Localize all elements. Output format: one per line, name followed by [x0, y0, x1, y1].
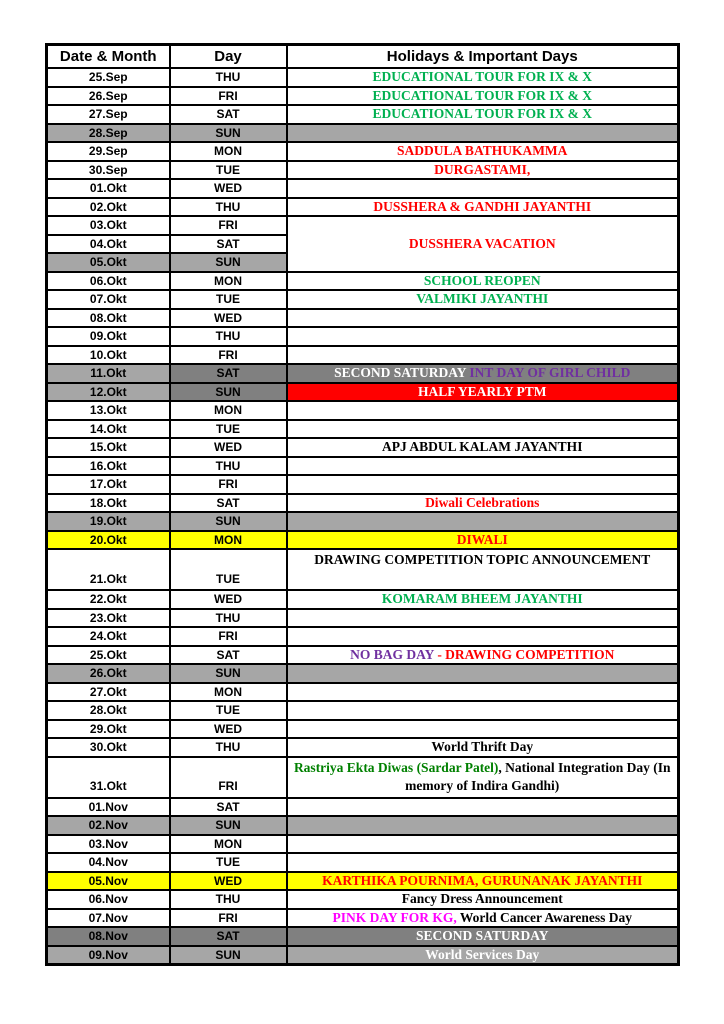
holiday-text: HALF YEARLY PTM — [417, 383, 547, 399]
holiday-cell — [287, 549, 679, 590]
table-row — [47, 701, 679, 720]
holiday-cell — [287, 364, 679, 383]
day-cell: TUE — [170, 549, 287, 590]
holiday-cell — [287, 627, 679, 646]
date-cell: 03.Nov — [47, 835, 170, 854]
table-row — [47, 179, 679, 198]
holiday-cell — [287, 890, 679, 909]
holiday-cell — [287, 835, 679, 854]
table-row — [47, 87, 679, 106]
day-cell: THU — [170, 327, 287, 346]
date-cell: 03.Okt — [47, 216, 170, 235]
table-row — [47, 927, 679, 946]
table-row — [47, 142, 679, 161]
holiday-cell — [287, 290, 679, 309]
table-row — [47, 531, 679, 550]
calendar-table — [45, 43, 680, 966]
table-row — [47, 494, 679, 513]
table-row — [47, 853, 679, 872]
holiday-text: World Cancer Awareness Day — [456, 909, 632, 925]
day-cell: WED — [170, 179, 287, 198]
table-row — [47, 401, 679, 420]
date-cell: 17.Okt — [47, 475, 170, 494]
table-row — [47, 816, 679, 835]
holiday-cell — [287, 105, 679, 124]
table-row — [47, 124, 679, 143]
table-row — [47, 720, 679, 739]
date-cell: 21.Okt — [47, 549, 170, 590]
table-row — [47, 68, 679, 87]
table-row — [47, 909, 679, 928]
table-row — [47, 475, 679, 494]
holiday-text: EDUCATIONAL TOUR FOR IX & X — [372, 87, 592, 103]
day-cell: WED — [170, 309, 287, 328]
date-cell: 26.Sep — [47, 87, 170, 106]
day-cell: TUE — [170, 290, 287, 309]
holiday-cell — [287, 757, 679, 798]
day-cell: SUN — [170, 383, 287, 402]
day-cell: WED — [170, 590, 287, 609]
date-cell: 16.Okt — [47, 457, 170, 476]
holiday-text: SCHOOL REOPEN — [423, 272, 541, 288]
table-row — [47, 627, 679, 646]
holiday-text: Fancy Dress Announcement — [401, 891, 563, 906]
date-cell: 20.Okt — [47, 531, 170, 550]
date-cell: 28.Sep — [47, 124, 170, 143]
date-cell: 25.Okt — [47, 646, 170, 665]
holiday-text: , National Integration Day (In memory of Indira Gandhi) — [405, 759, 671, 793]
holiday-text: DUSSHERA VACATION — [408, 235, 556, 251]
date-cell: 04.Nov — [47, 853, 170, 872]
date-cell: 24.Okt — [47, 627, 170, 646]
header-day: Day — [170, 45, 287, 69]
day-cell: WED — [170, 438, 287, 457]
holiday-cell — [287, 531, 679, 550]
holiday-cell — [287, 590, 679, 609]
day-cell: THU — [170, 738, 287, 757]
table-row — [47, 835, 679, 854]
day-cell: TUE — [170, 161, 287, 180]
day-cell: SAT — [170, 235, 287, 254]
holiday-text: KOMARAM BHEEM JAYANTHI — [381, 591, 583, 606]
day-cell: TUE — [170, 853, 287, 872]
day-cell: TUE — [170, 420, 287, 439]
table-row — [47, 346, 679, 365]
holiday-cell — [287, 798, 679, 817]
date-cell: 28.Okt — [47, 701, 170, 720]
day-cell: THU — [170, 68, 287, 87]
table-row — [47, 646, 679, 665]
holiday-cell — [287, 68, 679, 87]
holiday-cell — [287, 383, 679, 402]
table-row — [47, 664, 679, 683]
date-cell: 29.Sep — [47, 142, 170, 161]
day-cell: THU — [170, 890, 287, 909]
table-row — [47, 383, 679, 402]
holiday-text: World Services Day — [425, 946, 540, 962]
header-date-month: Date & Month — [47, 45, 170, 69]
holiday-text: INT DAY OF GIRL CHILD — [469, 365, 631, 380]
table-row — [47, 609, 679, 628]
holiday-cell — [287, 872, 679, 891]
table-row — [47, 457, 679, 476]
date-cell: 27.Okt — [47, 683, 170, 702]
holiday-cell — [287, 216, 679, 272]
day-cell: MON — [170, 272, 287, 291]
date-cell: 14.Okt — [47, 420, 170, 439]
holiday-text: DUSSHERA & GANDHI JAYANTHI — [373, 198, 592, 214]
day-cell: SAT — [170, 105, 287, 124]
day-cell: THU — [170, 457, 287, 476]
holiday-cell — [287, 438, 679, 457]
holiday-cell — [287, 646, 679, 665]
day-cell: WED — [170, 720, 287, 739]
day-cell: SUN — [170, 253, 287, 272]
holiday-text: Diwali Celebrations — [425, 494, 540, 510]
day-cell: THU — [170, 609, 287, 628]
date-cell: 01.Okt — [47, 179, 170, 198]
table-row — [47, 290, 679, 309]
holiday-text: EDUCATIONAL TOUR FOR IX & X — [372, 69, 592, 84]
holiday-cell — [287, 683, 679, 702]
day-cell: MON — [170, 142, 287, 161]
holiday-cell — [287, 609, 679, 628]
date-cell: 18.Okt — [47, 494, 170, 513]
table-row — [47, 161, 679, 180]
day-cell: FRI — [170, 757, 287, 798]
holiday-cell — [287, 720, 679, 739]
table-row — [47, 105, 679, 124]
table-row — [47, 438, 679, 457]
holiday-cell — [287, 87, 679, 106]
day-cell: SUN — [170, 512, 287, 531]
holiday-text: SADDULA BATHUKAMMA — [397, 143, 568, 158]
date-cell: 23.Okt — [47, 609, 170, 628]
day-cell: SUN — [170, 816, 287, 835]
calendar-table-body — [47, 68, 679, 965]
day-cell: SAT — [170, 646, 287, 665]
holiday-cell — [287, 198, 679, 217]
day-cell: MON — [170, 835, 287, 854]
holiday-cell — [287, 420, 679, 439]
date-cell: 08.Nov — [47, 927, 170, 946]
date-cell: 06.Nov — [47, 890, 170, 909]
day-cell: MON — [170, 531, 287, 550]
day-cell: SAT — [170, 364, 287, 383]
holiday-text: SECOND SATURDAY — [334, 365, 470, 380]
table-row — [47, 798, 679, 817]
day-cell: FRI — [170, 627, 287, 646]
holiday-cell — [287, 475, 679, 494]
holiday-text: - DRAWING COMPETITION — [433, 646, 615, 662]
date-cell: 31.Okt — [47, 757, 170, 798]
day-cell: SUN — [170, 946, 287, 965]
day-cell: FRI — [170, 87, 287, 106]
holiday-text: EDUCATIONAL TOUR FOR IX & X — [372, 106, 592, 121]
date-cell: 02.Nov — [47, 816, 170, 835]
day-cell: FRI — [170, 909, 287, 928]
date-cell: 02.Okt — [47, 198, 170, 217]
table-row — [47, 420, 679, 439]
date-cell: 07.Nov — [47, 909, 170, 928]
holiday-cell — [287, 738, 679, 757]
date-cell: 30.Okt — [47, 738, 170, 757]
day-cell: MON — [170, 683, 287, 702]
date-cell: 04.Okt — [47, 235, 170, 254]
holiday-text: Rastriya Ekta Diwas (Sardar Patel) — [293, 759, 499, 775]
holiday-cell — [287, 346, 679, 365]
date-cell: 09.Okt — [47, 327, 170, 346]
date-cell: 10.Okt — [47, 346, 170, 365]
holiday-text: World Thrift Day — [431, 739, 534, 754]
day-cell: SAT — [170, 927, 287, 946]
holiday-text: KARTHIKA POURNIMA, GURUNANAK JAYANTHI — [322, 872, 643, 888]
holiday-cell — [287, 494, 679, 513]
holiday-cell — [287, 909, 679, 928]
holiday-cell — [287, 927, 679, 946]
holiday-cell — [287, 816, 679, 835]
table-row — [47, 549, 679, 590]
date-cell: 29.Okt — [47, 720, 170, 739]
table-row — [47, 872, 679, 891]
day-cell: FRI — [170, 475, 287, 494]
day-cell: FRI — [170, 346, 287, 365]
date-cell: 15.Okt — [47, 438, 170, 457]
holiday-text: NO BAG DAY — [350, 646, 434, 662]
holiday-cell — [287, 401, 679, 420]
holiday-cell — [287, 701, 679, 720]
date-cell: 22.Okt — [47, 590, 170, 609]
day-cell: SAT — [170, 494, 287, 513]
date-cell: 30.Sep — [47, 161, 170, 180]
day-cell: THU — [170, 198, 287, 217]
holiday-text: PINK DAY FOR KG, — [332, 909, 457, 925]
date-cell: 06.Okt — [47, 272, 170, 291]
table-row — [47, 757, 679, 798]
date-cell: 27.Sep — [47, 105, 170, 124]
table-row — [47, 512, 679, 531]
table-row — [47, 738, 679, 757]
table-row — [47, 309, 679, 328]
holiday-text: DRAWING COMPETITION TOPIC ANNOUNCEMENT — [314, 552, 651, 567]
date-cell: 12.Okt — [47, 383, 170, 402]
date-cell: 05.Okt — [47, 253, 170, 272]
holiday-text: VALMIKI JAYANTHI — [416, 291, 549, 306]
date-cell: 01.Nov — [47, 798, 170, 817]
table-row — [47, 327, 679, 346]
table-row — [47, 198, 679, 217]
table-row — [47, 364, 679, 383]
date-cell: 09.Nov — [47, 946, 170, 965]
holiday-cell — [287, 664, 679, 683]
table-row — [47, 216, 679, 235]
school-calendar-document — [45, 43, 680, 966]
date-cell: 26.Okt — [47, 664, 170, 683]
day-cell: MON — [170, 401, 287, 420]
day-cell: SAT — [170, 798, 287, 817]
day-cell: WED — [170, 872, 287, 891]
date-cell: 05.Nov — [47, 872, 170, 891]
date-cell: 25.Sep — [47, 68, 170, 87]
day-cell: SUN — [170, 124, 287, 143]
day-cell: SUN — [170, 664, 287, 683]
day-cell: FRI — [170, 216, 287, 235]
header-holidays: Holidays & Important Days — [287, 45, 679, 69]
holiday-cell — [287, 512, 679, 531]
date-cell: 19.Okt — [47, 512, 170, 531]
holiday-cell — [287, 161, 679, 180]
header-row — [47, 45, 679, 69]
holiday-cell — [287, 272, 679, 291]
date-cell: 11.Okt — [47, 364, 170, 383]
holiday-cell — [287, 853, 679, 872]
holiday-cell — [287, 124, 679, 143]
table-row — [47, 890, 679, 909]
holiday-text: DURGASTAMI, — [434, 161, 531, 177]
date-cell: 08.Okt — [47, 309, 170, 328]
holiday-text: APJ ABDUL KALAM JAYANTHI — [382, 439, 583, 454]
holiday-cell — [287, 142, 679, 161]
day-cell: TUE — [170, 701, 287, 720]
holiday-text: DIWALI — [456, 531, 508, 547]
holiday-cell — [287, 179, 679, 198]
holiday-cell — [287, 309, 679, 328]
holiday-text: SECOND SATURDAY — [416, 928, 549, 943]
date-cell: 07.Okt — [47, 290, 170, 309]
holiday-cell — [287, 457, 679, 476]
holiday-cell — [287, 327, 679, 346]
date-cell: 13.Okt — [47, 401, 170, 420]
table-row — [47, 590, 679, 609]
table-row — [47, 272, 679, 291]
holiday-cell — [287, 946, 679, 965]
table-row — [47, 946, 679, 965]
table-row — [47, 683, 679, 702]
